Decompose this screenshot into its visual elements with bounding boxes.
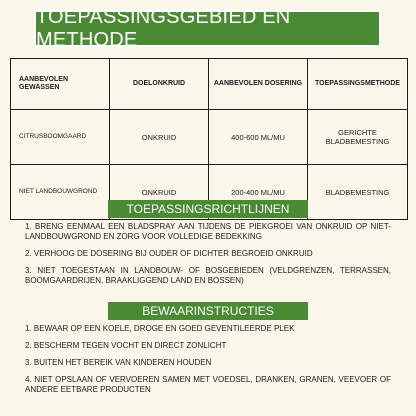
table-row	[11, 110, 408, 165]
list-item: 3. NIET TOEGESTAAN IN LANDBOUW- OF BOSGEBIEDEN (VELDGRENZEN, TERRASSEN, BOOMGAARDRIJEN, BRAAKLIGGEND LAND EN BOSSEN)	[25, 266, 391, 285]
table-cell-target: ONKRUID	[110, 110, 209, 165]
header-crops: AANBEVOLEN GEWASSEN	[11, 59, 110, 110]
header-target-weed: DOELONKRUID	[110, 59, 209, 110]
list-item: 2. BESCHERM TEGEN VOCHT EN DIRECT ZONLICHT	[25, 341, 227, 350]
table-cell-target: ONKRUID	[110, 165, 209, 220]
table-cell-crop: NIET LANDBOUWGROND	[11, 165, 110, 220]
list-item: 1. BEWAAR OP EEN KOELE, DROGE EN GOED GEVENTILEERDE PLEK	[25, 324, 295, 333]
list-item: 2. VERHOOG DE DOSERING BIJ OUDER OF DICHTER BEGROEID ONKRUID	[25, 249, 313, 258]
table-cell-dosage: 200-400 ML/MU	[209, 165, 308, 220]
table-cell-crop: CITRUSBOOMGAARD	[11, 110, 110, 165]
list-item: 3. BUITEN HET BEREIK VAN KINDEREN HOUDEN	[25, 358, 212, 367]
list-item: 1. BRENG EENMAAL EEN BLADSPRAY AAN TIJDENS DE PIEKGROEI VAN ONKRUID OP NIET-LANDBOUWGROND EN ZORG VOOR VOLLEDIGE BEDEKKING	[25, 222, 391, 241]
page-title: TOEPASSINGSGEBIED EN METHODE	[34, 10, 381, 47]
guidelines-heading: TOEPASSINGSRICHTLIJNEN	[108, 200, 308, 218]
header-dosage: AANBEVOLEN DOSERING	[209, 59, 308, 110]
table-cell-method: GERICHTE BLADBEMESTING	[308, 110, 408, 165]
table-cell-dosage: 400-600 ML/MU	[209, 110, 308, 165]
storage-list	[25, 324, 391, 402]
dosage-table	[10, 58, 408, 220]
list-item: 4. NIET OPSLAAN OF VERVOEREN SAMEN MET VOEDSEL, DRANKEN, GRANEN, VEEVOER OF ANDERE EETBARE PRODUCTEN	[25, 375, 391, 394]
table-header-row	[11, 59, 408, 110]
header-method: TOEPASSINGSMETHODE	[308, 59, 408, 110]
table-cell-method: BLADBEMESTING	[308, 165, 408, 220]
guidelines-list	[25, 222, 391, 293]
storage-heading: BEWAARINSTRUCTIES	[108, 302, 308, 320]
